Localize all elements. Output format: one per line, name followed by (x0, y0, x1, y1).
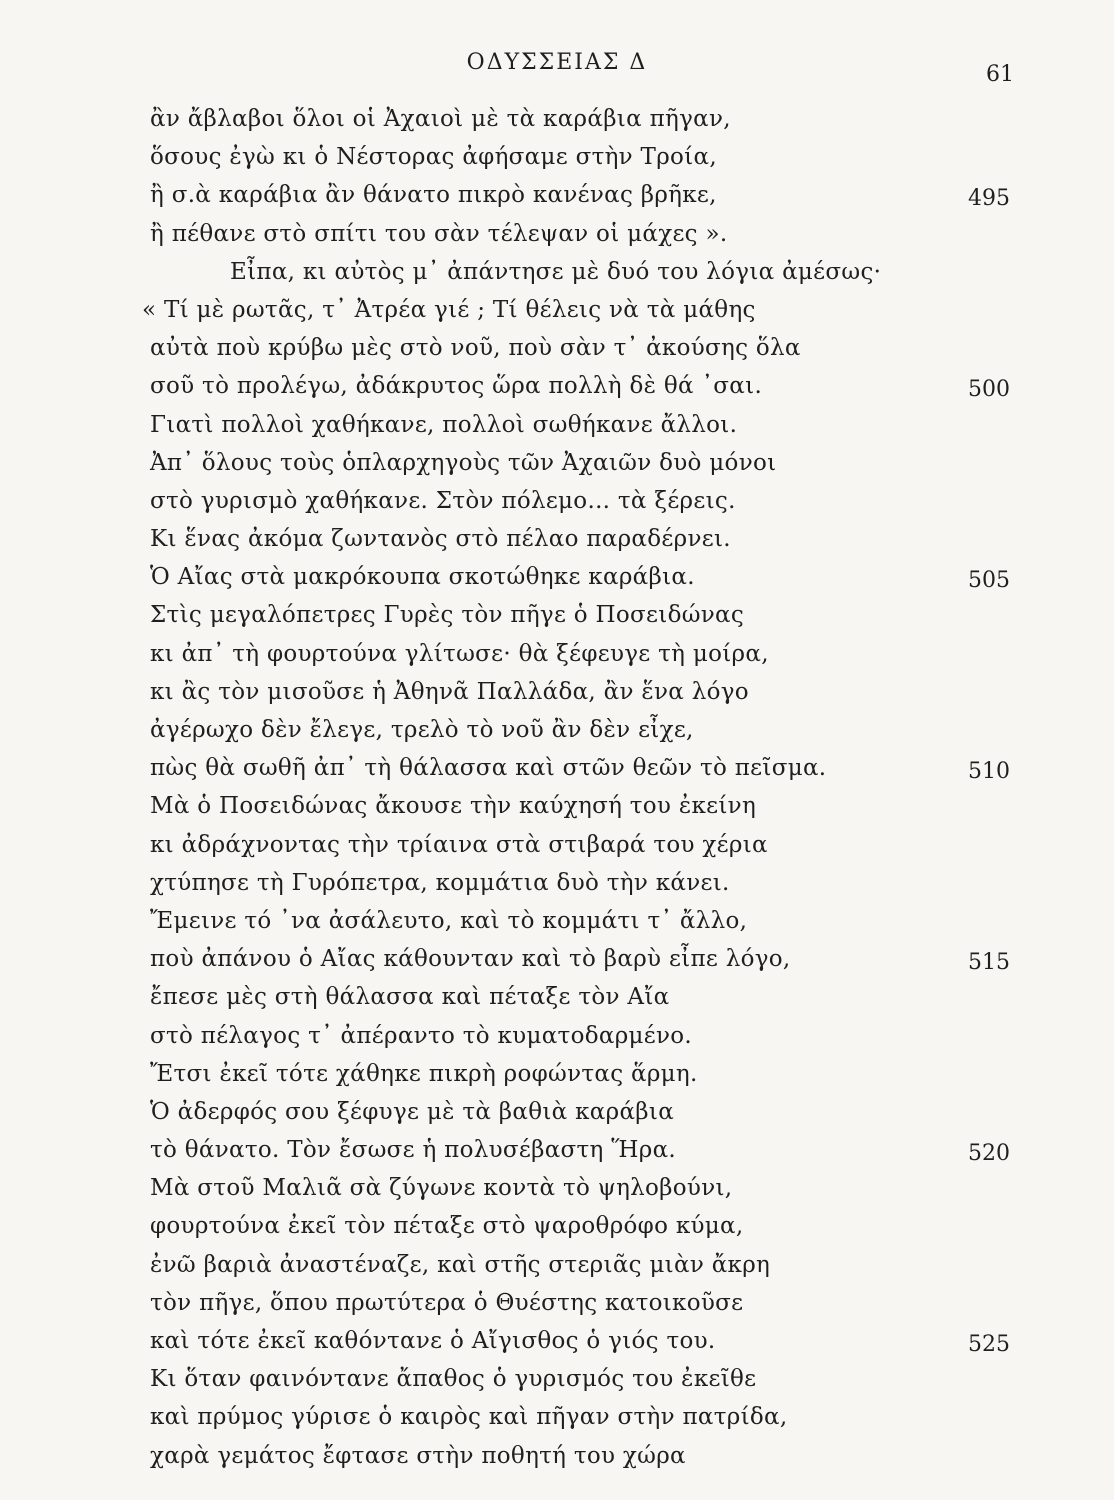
verse-line (150, 596, 1010, 634)
verse-text: Εἶπα, κι αὐτὸς μ᾽ ἀπάντησε μὲ δυό του λόγια ἀμέσως· (230, 258, 882, 285)
page-header (0, 50, 1114, 90)
verse-line (150, 138, 1010, 176)
line-number: 495 (968, 186, 1010, 212)
verse-line (150, 1246, 1010, 1284)
verse-line (150, 1284, 1010, 1322)
verse-text: ἂν ἄβλαβοι ὅλοι οἱ Ἀχαιοὶ μὲ τὰ καράβια πῆγαν, (150, 106, 731, 132)
page-number: 61 (986, 62, 1014, 87)
verse-text: χαρὰ γεμάτος ἔφτασε στὴν ποθητή του χώρα (150, 1442, 686, 1469)
verse-text: τὸ θάνατο. Τὸν ἔσωσε ἡ πολυσέβαστη Ἥρα. (150, 1137, 677, 1164)
verse-text: Στὶς μεγαλόπετρες Γυρὲς τὸν πῆγε ὁ Ποσειδώνας (150, 602, 745, 629)
verse-text: χτύπησε τὴ Γυρόπετρα, κομμάτια δυὸ τὴν κάνει. (150, 869, 730, 896)
verse-text: καὶ πρύμος γύρισε ὁ καιρὸς καὶ πῆγαν στὴν πατρίδα, (150, 1404, 788, 1431)
verse-line (150, 1207, 1010, 1245)
verse-line (150, 826, 1010, 864)
running-title: ΟΔΥΣΣΕΙΑΣ Δ (466, 50, 648, 75)
verse-line (150, 1055, 1010, 1093)
verse-line (150, 864, 1010, 902)
line-number: 525 (968, 1332, 1010, 1357)
verse-line (150, 711, 1010, 749)
verse-text: Ὁ ἀδερφός σου ξέφυγε μὲ τὰ βαθιὰ καράβια (150, 1098, 675, 1125)
verse-text: κι ἀδράχνοντας τὴν τρίαινα στὰ στιβαρά του χέρια (150, 831, 768, 858)
verse-text: σοῦ τὸ προλέγω, ἀδάκρυτος ὥρα πολλὴ δὲ θά ᾽σαι. (150, 373, 763, 400)
verse-text: Ὁ Αἴας στὰ μακρόκουπα σκοτώθηκε καράβια. (150, 564, 695, 591)
verse-line (150, 520, 1010, 558)
verse-text: Ἔμεινε τό ᾽να ἀσάλευτο, καὶ τὸ κομμάτι τ᾽ ἄλλο, (150, 907, 748, 934)
verse-line (142, 291, 1010, 329)
verse-line (150, 749, 1010, 787)
verse-line (150, 482, 1010, 520)
verse-line (150, 635, 1010, 673)
verse-line (150, 1169, 1010, 1207)
verse-line (150, 1322, 1010, 1360)
verse-text: Μὰ στοῦ Μαλιᾶ σὰ ζύγωνε κοντὰ τὸ ψηλοβούνι, (150, 1175, 733, 1202)
verse-line (150, 940, 1010, 978)
verse-text: Γιατὶ πολλοὶ χαθήκανε, πολλοὶ σωθήκανε ἄλλοι. (150, 411, 738, 438)
verse-text: Ἀπ᾽ ὅλους τοὺς ὁπλαρχηγοὺς τῶν Ἀχαιῶν δυὸ μόνοι (150, 449, 777, 476)
line-number: 510 (968, 759, 1010, 785)
verse-text: κι ἂς τὸν μισοῦσε ἡ Ἀθηνᾶ Παλλάδα, ἂν ἕνα λόγο (150, 678, 749, 705)
verse-block (142, 100, 1010, 1475)
verse-text: ἀγέρωχο δὲν ἔλεγε, τρελὸ τὸ νοῦ ἂν δὲν εἶχε, (150, 717, 694, 743)
line-number: 515 (968, 950, 1010, 976)
verse-line (150, 1131, 1010, 1169)
verse-text: Ἔτσι ἐκεῖ τότε χάθηκε πικρὴ ροφώντας ἅρμη. (150, 1060, 698, 1087)
verse-text: ἔπεσε μὲς στὴ θάλασσα καὶ πέταξε τὸν Αἴα (150, 984, 670, 1011)
verse-text: Κι ὅταν φαινόντανε ἄπαθος ὁ γυρισμός του ἐκεῖθε (150, 1366, 757, 1393)
verse-line (150, 367, 1010, 405)
verse-line (150, 978, 1010, 1016)
verse-text: αὐτὰ ποὺ κρύβω μὲς στὸ νοῦ, ποὺ σὰν τ᾽ ἀκούσης ὅλα (150, 335, 801, 362)
verse-line (150, 673, 1010, 711)
verse-line (150, 1437, 1010, 1475)
verse-text: « Τί μὲ ρωτᾶς, τ᾽ Ἀτρέα γιέ ; Τί θέλεις νὰ τὰ μάθης (142, 296, 756, 323)
verse-text: κι ἀπ᾽ τὴ φουρτούνα γλίτωσε· θὰ ξέφευγε τὴ μοίρα, (150, 640, 769, 667)
verse-text: τὸν πῆγε, ὅπου πρωτύτερα ὁ Θυέστης κατοικοῦσε (150, 1289, 744, 1316)
line-number: 500 (968, 377, 1010, 403)
verse-line (150, 100, 1010, 138)
verse-text: ποὺ ἀπάνου ὁ Αἴας κάθουνταν καὶ τὸ βαρὺ εἶπε λόγο, (150, 946, 791, 973)
verse-line (150, 787, 1010, 825)
verse-text: φουρτούνα ἐκεῖ τὸν πέταξε στὸ ψαροθρόφο κύμα, (150, 1213, 744, 1240)
verse-line (150, 902, 1010, 940)
verse-line (150, 1360, 1010, 1398)
verse-text: πὼς θὰ σωθῆ ἀπ᾽ τὴ θάλασσα καὶ στῶν θεῶν τὸ πεῖσμα. (150, 755, 827, 782)
verse-line (150, 406, 1010, 444)
verse-text: ἐνῶ βαριὰ ἀναστέναζε, καὶ στῆς στεριᾶς μιὰν ἄκρη (150, 1251, 771, 1278)
verse-line (150, 1017, 1010, 1055)
verse-text: στὸ πέλαγος τ᾽ ἀπέραντο τὸ κυματοδαρμένο. (150, 1022, 693, 1049)
verse-text: Μὰ ὁ Ποσειδώνας ἄκουσε τὴν καύχησή του ἐκείνη (150, 793, 757, 820)
verse-text: στὸ γυρισμὸ χαθήκανε. Στὸν πόλεμο... τὰ ξέρεις. (150, 487, 736, 514)
verse-line (150, 215, 1010, 253)
verse-text: Κι ἕνας ἀκόμα ζωντανὸς στὸ πέλαο παραδέρνει. (150, 526, 731, 553)
verse-line (150, 176, 1010, 214)
verse-text: ἢ σ.ὰ καράβια ἂν θάνατο πικρὸ κανένας βρῆκε, (150, 182, 717, 209)
line-number: 520 (968, 1141, 1010, 1167)
verse-text: ἢ πέθανε στὸ σπίτι του σὰν τέλεψαν οἱ μάχες ». (150, 220, 728, 247)
verse-line (150, 253, 1010, 291)
verse-line (150, 329, 1010, 367)
verse-line (150, 1398, 1010, 1436)
verse-line (150, 558, 1010, 596)
line-number: 505 (968, 568, 1010, 594)
verse-line (150, 1093, 1010, 1131)
verse-text: ὅσους ἐγὼ κι ὁ Νέστορας ἀφήσαμε στὴν Τροία, (150, 144, 717, 171)
verse-text: καὶ τότε ἐκεῖ καθόντανε ὁ Αἴγισθος ὁ γιός του. (150, 1328, 716, 1354)
verse-line (150, 444, 1010, 482)
